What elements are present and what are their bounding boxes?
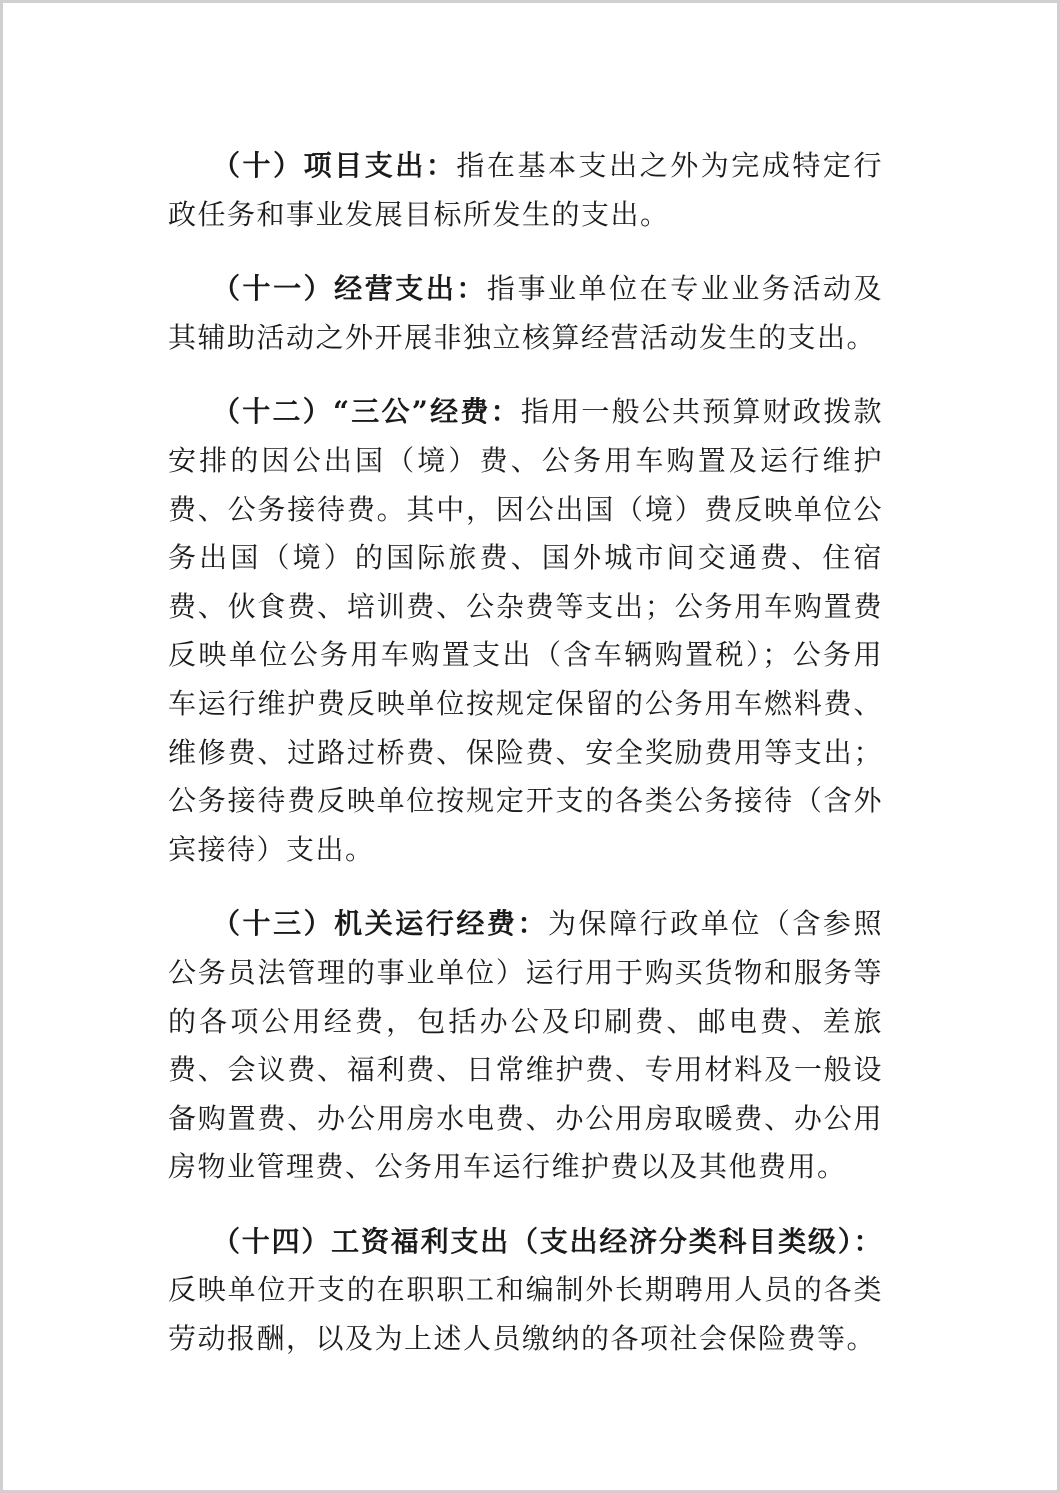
paragraph-text: 指用一般公共预算财政拨款安排的因公出国（境）费、公务用车购置及运行维护费、公务接待费。其中，因公出国（境）费反映单位公务出国（境）的国际旅费、国外城市间交通费、住宿费、伙食费、培训费、公杂费等支出；公务用车购置费反映单位公务用车购置支出（含车辆购置税）；公务用车运行维护费反映单位按规定保留的公务用车燃料费、维修费、过路过桥费、保险费、安全奖励费用等支出；公务接待费反映单位按规定开支的各类公务接待（含外宾接待）支出。 bbox=[168, 395, 883, 866]
paragraph-agency-operating-funds bbox=[168, 900, 883, 1192]
term-heading: （十）项目支出： bbox=[212, 149, 457, 182]
term-heading: （十二）“三公”经费： bbox=[212, 395, 521, 429]
paragraph-text: 指在基本支出之外为完成特定行政任务和事业发展目标所发生的支出。 bbox=[168, 149, 883, 231]
paragraph-wages-welfare bbox=[168, 1218, 883, 1364]
term-heading: （十三）机关运行经费： bbox=[212, 907, 549, 941]
paragraph-text: 为保障行政单位（含参照公务员法管理的事业单位）运行用于购买货物和服务等的各项公用经费，包括办公及印刷费、邮电费、差旅费、会议费、福利费、日常维护费、专用材料及一般设备购置费、办公用房水电费、办公用房取暖费、办公用房物业管理费、公务用车运行维护费以及其他费用。 bbox=[168, 907, 883, 1184]
term-heading: （十一）经营支出： bbox=[212, 272, 487, 306]
paragraph-text: 指事业单位在专业业务活动及其辅助活动之外开展非独立核算经营活动发生的支出。 bbox=[168, 272, 883, 354]
document-body bbox=[168, 142, 883, 1390]
term-heading: （十四）工资福利支出（支出经济分类科目类级）： bbox=[212, 1224, 883, 1258]
paragraph-three-public-expenses bbox=[168, 388, 883, 874]
paragraph-project-expenditure bbox=[168, 142, 883, 239]
paragraph-operating-expenditure bbox=[168, 265, 883, 362]
paragraph-text: 反映单位开支的在职职工和编制外长期聘用人员的各类劳动报酬，以及为上述人员缴纳的各项社会保险费等。 bbox=[168, 1273, 883, 1356]
